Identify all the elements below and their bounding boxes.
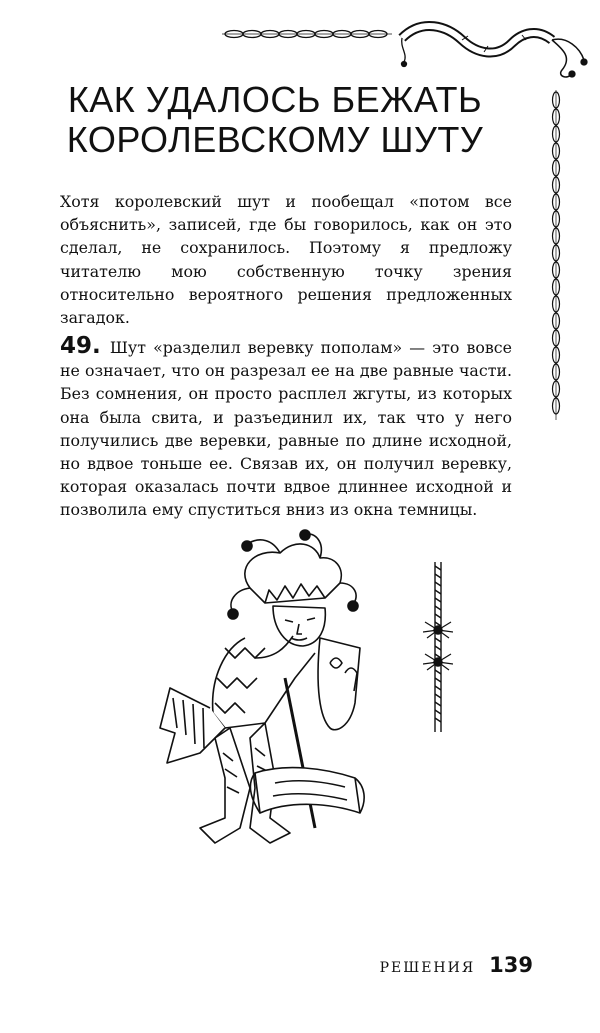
intro-paragraph: Хотя королевский шут и пообещал «потом все объяснить», записей, где бы говорилось, как он это сделал, не сохранилось. Поэтому я предложу читателю мою собственную точку зрения относительно вероятного решения предложенных загадок. bbox=[60, 192, 512, 328]
solution-number: 49. bbox=[60, 333, 101, 359]
knotted-rope-icon bbox=[423, 562, 453, 732]
chain-border bbox=[222, 31, 392, 38]
title-line-2: КОРОЛЕВСКОМУ ШУТУ bbox=[66, 119, 484, 160]
page-title bbox=[40, 80, 510, 160]
page-footer bbox=[0, 953, 533, 977]
page-number: 139 bbox=[489, 953, 533, 977]
solution-paragraph bbox=[60, 335, 512, 522]
title-line-1: КАК УДАЛОСЬ БЕЖАТЬ bbox=[67, 79, 483, 120]
solution-text: Шут «разделил веревку пополам» — это вовсе не означает, что он разрезал ее на две равные части. Без сомнения, он просто расплел жгуты, из которых она была свита, и разъединил их, так что у него получились две веревки, равные по длине исходной, но вдвое тоньше ее. Связав их, он получил веревку, которая оказалась почти вдвое длиннее исходной и позволила ему спуститься вниз из окна темницы. bbox=[60, 338, 512, 520]
jester-illustration-icon bbox=[155, 528, 370, 858]
vertical-chain-border bbox=[546, 90, 566, 420]
ribbon-ornament-icon bbox=[222, 18, 592, 88]
section-label: РЕШЕНИЯ bbox=[379, 960, 476, 976]
